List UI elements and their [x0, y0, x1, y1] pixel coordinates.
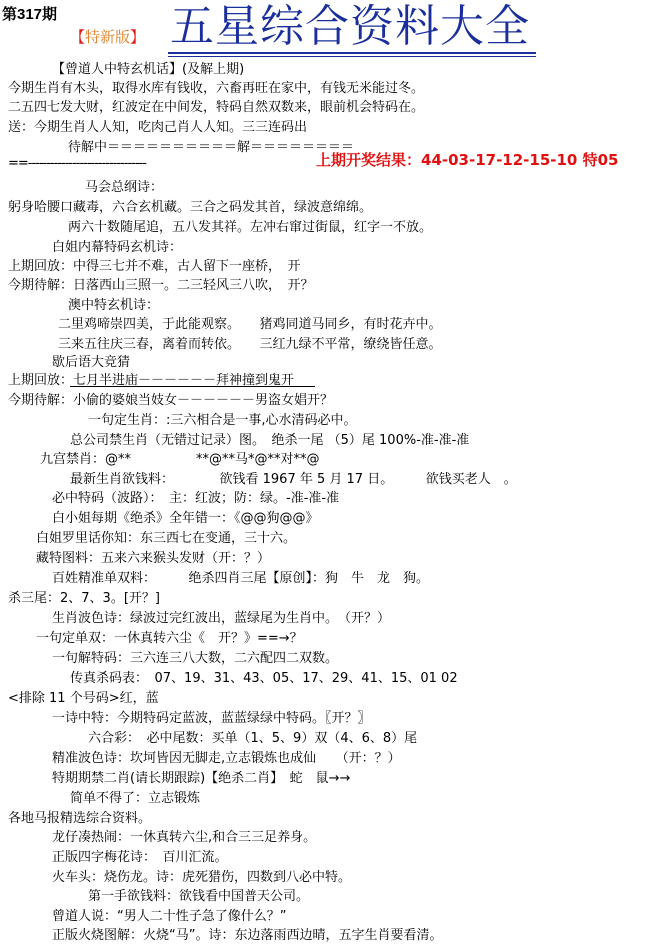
- text-line: 白姐内幕特码玄机诗：: [52, 240, 183, 255]
- text-line: 歇后语大竞猜: [52, 355, 131, 370]
- text-line: 躬身哈腰口藏毒，六合玄机藏。三合之码发其首，绿波意绵绵。: [8, 200, 373, 215]
- text-line: 三来五往庆三春，离着而转依。 三红九绿不平常，缭绕皆任意。: [58, 337, 442, 352]
- text-line: 上期回放：七月半进庙－－－－－－拜神撞到鬼开: [8, 373, 295, 388]
- text-line: 上期回放：中得三七并不难，古人留下一座桥， 开: [8, 259, 301, 274]
- issue-number: 第317期: [2, 6, 58, 23]
- text-line: 龙仔凑热闹：一休真转六尘,和合三三足养身。: [52, 830, 317, 845]
- text-line: 精准波色诗：坎坷皆因无脚走,立志锻炼也成仙 （开：？）: [52, 751, 401, 766]
- text-line: 杀三尾：2、7、3。[开？]: [8, 591, 160, 606]
- text-line: 澳中特玄机诗：: [68, 298, 160, 313]
- text-line: 总公司禁生肖（无错过记录）图。 绝杀一尾 （5）尾 100%-准-准-准: [70, 433, 470, 448]
- text-line: 今期生肖有木头，取得水库有钱收，六畜再旺在家中，有钱无米能过冬。: [8, 81, 425, 96]
- text-line: 正版火烧图解：火烧“马”。诗：东边落雨西边晴，五字生肖要看清。: [52, 928, 443, 943]
- text-line: 今期待解：小偷的婆娘当妓女－－－－－－男盗女娼开？: [8, 393, 334, 408]
- edition-label: 特新版: [85, 28, 131, 46]
- text-line: 生肖波色诗：绿波过完红波出，蓝绿尾为生肖中。 （开？）: [52, 611, 391, 626]
- text-line: 一诗中特：今期特码定蓝波，蓝蓝绿绿中特码。〖开？〗: [52, 711, 371, 726]
- text-line: 待解中＝＝＝＝＝＝＝＝＝＝解＝＝＝＝＝＝＝＝: [68, 140, 355, 155]
- text-line: 一句定单双：一休真转六尘《 开？》==→？: [36, 631, 303, 646]
- text-line: 传真杀码表： 07、19、31、43、05、17、29、41、15、01 02: [70, 671, 458, 686]
- text-line: 一句解特码：三六连三八大数，二六配四二双数。: [52, 651, 339, 666]
- text-line: 藏特图料：五来六来猴头发财（开：？）: [36, 551, 271, 566]
- dash-divider: ==--------------------------------: [8, 156, 146, 171]
- text-line: 马会总纲诗：: [85, 180, 164, 195]
- text-line: 曾道人说：“男人二十性子急了像什么？”: [52, 909, 287, 924]
- text-line: 最新生肖欲钱料： 欲钱看 1967 年 5 月 17 日。 欲钱买老人 。: [70, 472, 517, 487]
- text-line: 两六十数随尾追，五八发其祥。左冲右窜过街鼠，红字一不放。: [68, 220, 433, 235]
- text-line: 白小姐每期《绝杀》全年错一：《@@狗@@》: [52, 511, 319, 526]
- text-line: 二五四七发大财，红波定在中间发，特码自然双数来，眼前机会特码在。: [8, 100, 425, 115]
- text-line: 各地马报精选综合资料。: [8, 811, 152, 826]
- last-result: 上期开奖结果：44-03-17-12-15-10 特05: [316, 151, 619, 169]
- text-line: 白姐罗里话你知：东三西七在变通，三十六。: [36, 531, 297, 546]
- text-line: 火车头：烧伤龙。诗：虎死猎伤，四数到八必中特。: [52, 870, 352, 885]
- text-line: 一句定生肖：:三六相合是一事,心水清码必中。: [88, 413, 357, 428]
- title-underline: [168, 52, 536, 54]
- text-line: 【曾道人中特玄机话】(及解上期): [52, 62, 245, 77]
- text-line: 必中特码（波路）： 主：红波；防：绿。-准-准-准: [52, 491, 340, 506]
- text-line: 特期期禁二肖(请长期跟踪)【绝杀二肖】 蛇 鼠→→: [52, 771, 351, 786]
- text-line: 九宫禁肖：@** **@**马*@**对**@: [40, 452, 320, 467]
- edition-badge: 【特新版】: [70, 28, 146, 46]
- text-line: 六合彩： 必中尾数：买单（1、5、9）双（4、6、8）尾: [88, 731, 418, 746]
- text-line: 正版四字梅花诗： 百川汇流。: [52, 850, 228, 865]
- text-line: 百姓精准单双料： 绝杀四肖三尾【原创】：狗 牛 龙 狗。: [52, 571, 430, 586]
- text-line: <排除 11 个号码>红，蓝: [8, 691, 159, 706]
- page-title: 五星综合资料大全: [170, 1, 530, 52]
- text-line: 二里鸡啼崇四美，于此能观察。 猪鸡同道马同乡，有时花卉中。: [58, 317, 442, 332]
- text-line: 今期待解：日落西山三照一。二三轻风三八吹， 开？: [8, 278, 314, 293]
- text-line: 送：今期生肖人人知，吃肉己肖人人知。三三连码出: [8, 120, 308, 135]
- text-line: 简单不得了：立志锻炼: [70, 791, 201, 806]
- text-line: 第一手欲钱料：欲钱看中国普天公司。: [88, 889, 310, 904]
- title-underline-thin: [168, 56, 536, 57]
